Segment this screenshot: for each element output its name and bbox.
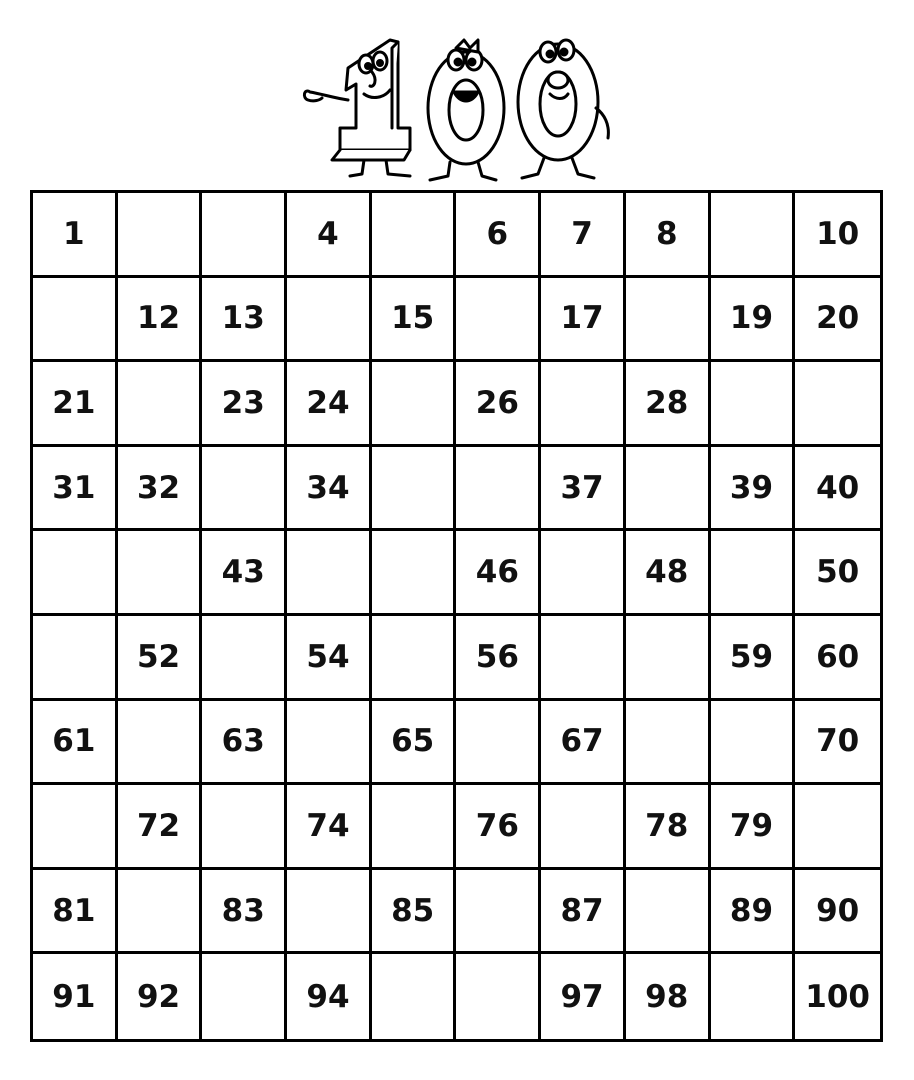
grid-cell bbox=[287, 701, 372, 786]
cartoon-100-logo-icon bbox=[300, 28, 618, 186]
grid-cell bbox=[711, 362, 796, 447]
grid-cell: 76 bbox=[456, 785, 541, 870]
grid-cell: 90 bbox=[795, 870, 880, 955]
grid-cell: 21 bbox=[33, 362, 118, 447]
grid-cell bbox=[456, 954, 541, 1039]
grid-cell bbox=[456, 278, 541, 363]
grid-cell: 91 bbox=[33, 954, 118, 1039]
grid-cell: 65 bbox=[372, 701, 457, 786]
grid-cell: 28 bbox=[626, 362, 711, 447]
grid-cell bbox=[33, 278, 118, 363]
grid-cell: 20 bbox=[795, 278, 880, 363]
grid-cell: 92 bbox=[118, 954, 203, 1039]
grid-cell bbox=[202, 616, 287, 701]
grid-cell bbox=[456, 447, 541, 532]
grid-cell bbox=[202, 447, 287, 532]
grid-cell bbox=[118, 701, 203, 786]
grid-cell bbox=[372, 616, 457, 701]
grid-cell: 97 bbox=[541, 954, 626, 1039]
grid-cell: 60 bbox=[795, 616, 880, 701]
grid-cell: 43 bbox=[202, 531, 287, 616]
grid-cell bbox=[795, 362, 880, 447]
grid-cell: 85 bbox=[372, 870, 457, 955]
grid-cell: 6 bbox=[456, 193, 541, 278]
grid-cell bbox=[33, 531, 118, 616]
grid-cell bbox=[372, 193, 457, 278]
grid-cell: 54 bbox=[287, 616, 372, 701]
grid-cell: 89 bbox=[711, 870, 796, 955]
grid-cell bbox=[372, 954, 457, 1039]
grid-cell bbox=[541, 362, 626, 447]
grid-cell: 56 bbox=[456, 616, 541, 701]
grid-cell: 72 bbox=[118, 785, 203, 870]
grid-cell bbox=[202, 193, 287, 278]
grid-cell bbox=[118, 362, 203, 447]
grid-cell bbox=[202, 785, 287, 870]
grid-cell: 52 bbox=[118, 616, 203, 701]
grid-cell: 59 bbox=[711, 616, 796, 701]
grid-cell: 7 bbox=[541, 193, 626, 278]
grid-cell bbox=[287, 278, 372, 363]
grid-cell: 24 bbox=[287, 362, 372, 447]
grid-cell bbox=[287, 870, 372, 955]
grid-cell: 1 bbox=[33, 193, 118, 278]
grid-cell: 10 bbox=[795, 193, 880, 278]
grid-cell: 4 bbox=[287, 193, 372, 278]
grid-cell: 48 bbox=[626, 531, 711, 616]
grid-cell: 100 bbox=[805, 978, 870, 1015]
grid-cell bbox=[711, 954, 796, 1039]
grid-cell: 40 bbox=[795, 447, 880, 532]
grid-cell: 70 bbox=[795, 701, 880, 786]
grid-cell bbox=[372, 362, 457, 447]
grid-cell bbox=[711, 193, 796, 278]
grid-cell bbox=[118, 870, 203, 955]
grid-cell bbox=[626, 278, 711, 363]
grid-cell: 12 bbox=[118, 278, 203, 363]
grid-cell bbox=[456, 870, 541, 955]
grid-cell bbox=[372, 785, 457, 870]
grid-cell: 63 bbox=[202, 701, 287, 786]
grid-cell: 46 bbox=[456, 531, 541, 616]
grid-cell bbox=[118, 531, 203, 616]
grid-cell bbox=[202, 954, 287, 1039]
grid-cell bbox=[541, 616, 626, 701]
grid-cell bbox=[456, 701, 541, 786]
grid-cell: 23 bbox=[202, 362, 287, 447]
grid-cell: 32 bbox=[118, 447, 203, 532]
hundreds-chart-grid bbox=[30, 190, 883, 1042]
grid-cell: 8 bbox=[626, 193, 711, 278]
grid-cell bbox=[33, 785, 118, 870]
grid-cell bbox=[372, 531, 457, 616]
grid-cell: 31 bbox=[33, 447, 118, 532]
grid-cell bbox=[287, 531, 372, 616]
grid-cell bbox=[711, 531, 796, 616]
grid-cell: 37 bbox=[541, 447, 626, 532]
grid-cell: 94 bbox=[287, 954, 372, 1039]
grid-cell: 79 bbox=[711, 785, 796, 870]
grid-cell: 13 bbox=[202, 278, 287, 363]
grid-cell bbox=[795, 785, 880, 870]
grid-cell: 87 bbox=[541, 870, 626, 955]
grid-cell bbox=[372, 447, 457, 532]
grid-cell: 17 bbox=[541, 278, 626, 363]
grid-cell bbox=[626, 870, 711, 955]
grid-cell: 98 bbox=[626, 954, 711, 1039]
grid-cell bbox=[118, 193, 203, 278]
grid-cell: 61 bbox=[33, 701, 118, 786]
grid-cell: 81 bbox=[33, 870, 118, 955]
grid-cell: 50 bbox=[795, 531, 880, 616]
grid-cell bbox=[626, 701, 711, 786]
grid-cell: 39 bbox=[711, 447, 796, 532]
grid-cell: 83 bbox=[202, 870, 287, 955]
grid-cell bbox=[626, 616, 711, 701]
grid-cell: 74 bbox=[287, 785, 372, 870]
grid-cell: 19 bbox=[711, 278, 796, 363]
grid-cell: 34 bbox=[287, 447, 372, 532]
grid-cell: 78 bbox=[626, 785, 711, 870]
grid-cell bbox=[711, 701, 796, 786]
grid-cell: 15 bbox=[372, 278, 457, 363]
grid-cell bbox=[541, 785, 626, 870]
grid-cell: 26 bbox=[456, 362, 541, 447]
grid-cell: 67 bbox=[541, 701, 626, 786]
grid-cell bbox=[541, 531, 626, 616]
grid-cell bbox=[33, 616, 118, 701]
grid-cell bbox=[626, 447, 711, 532]
